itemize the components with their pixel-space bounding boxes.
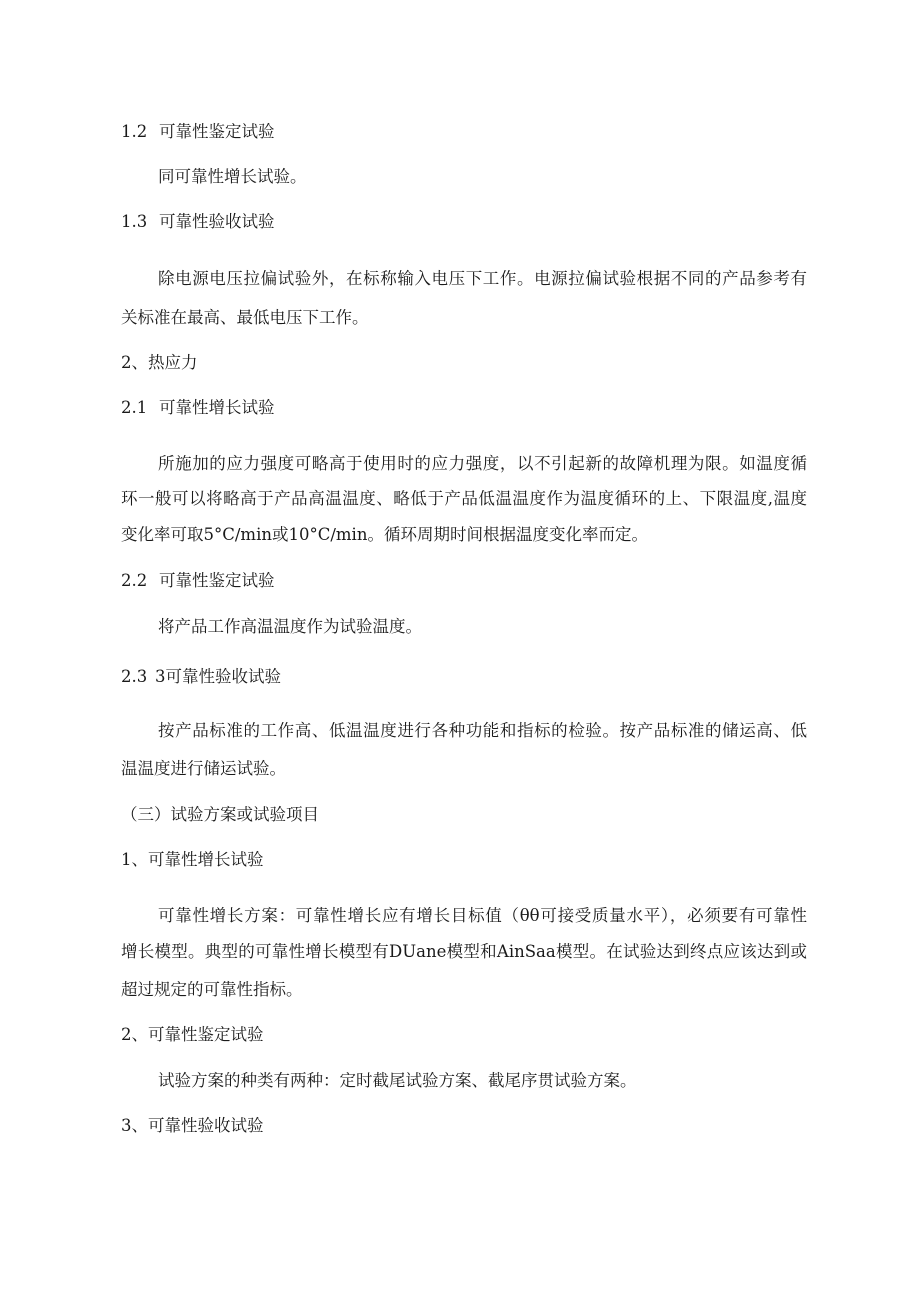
plan-3-heading: 3、可靠性验收试验 xyxy=(121,1116,264,1135)
section-1-3-body-line-2: 关标准在最高、最低电压下工作。 xyxy=(121,308,369,327)
plan-2-heading: 2、可靠性鉴定试验 xyxy=(121,1025,264,1044)
section-title: 可靠性增长试验 xyxy=(159,398,275,417)
plan-1-body-line-2: 增长模型。典型的可靠性增长模型有DUane模型和AinSaa模型。在试验达到终点应该达到或 xyxy=(121,942,807,961)
section-2-2-body: 将产品工作高温温度作为试验温度。 xyxy=(158,617,422,636)
section-2-1-body-line-2: 环一般可以将略高于产品高温温度、略低于产品低温温度作为温度循环的上、下限温度,温度 xyxy=(121,489,807,508)
section-2-3-body-line-2: 温温度进行储运试验。 xyxy=(121,759,286,778)
plan-1-body-line-3: 超过规定的可靠性指标。 xyxy=(121,980,303,999)
section-title: 可靠性验收试验 xyxy=(159,212,275,231)
part-3-heading: （三）试验方案或试验项目 xyxy=(121,805,319,824)
section-2-2-heading xyxy=(121,570,275,592)
section-2-1-heading xyxy=(121,397,275,419)
section-2-1-body-line-1: 所施加的应力强度可略高于使用时的应力强度，以不引起新的故障机理为限。如温度循 xyxy=(158,454,807,473)
section-2-3-heading xyxy=(121,666,281,688)
section-1-3-body-line-1: 除电源电压拉偏试验外，在标称输入电压下工作。电源拉偏试验根据不同的产品参考有 xyxy=(158,269,807,288)
section-number: 1.2 xyxy=(121,122,148,141)
plan-2-body: 试验方案的种类有两种：定时截尾试验方案、截尾序贯试验方案。 xyxy=(158,1071,637,1090)
section-2-3-body-line-1: 按产品标准的工作高、低温温度进行各种功能和指标的检验。按产品标准的储运高、低 xyxy=(158,721,807,740)
section-2-1-body-line-3: 变化率可取5°C∕min或10°C∕min。循环周期时间根据温度变化率而定。 xyxy=(121,525,648,544)
section-1-2-heading xyxy=(121,121,275,143)
section-number: 2.1 xyxy=(121,398,148,417)
section-title: 可靠性鉴定试验 xyxy=(159,571,275,590)
section-2-heading: 2、热应力 xyxy=(121,353,198,372)
section-1-3-heading xyxy=(121,211,275,233)
section-number: 2.2 xyxy=(121,571,148,590)
section-number: 1.3 xyxy=(121,212,148,231)
section-number: 2.3 xyxy=(121,667,148,686)
section-title: 3可靠性验收试验 xyxy=(155,667,281,686)
plan-1-heading: 1、可靠性增长试验 xyxy=(121,850,264,869)
section-title: 可靠性鉴定试验 xyxy=(159,122,275,141)
section-1-2-body: 同可靠性增长试验。 xyxy=(158,167,307,186)
plan-1-body-line-1: 可靠性增长方案：可靠性增长应有增长目标值（θθ可接受质量水平），必须要有可靠性 xyxy=(158,906,807,925)
